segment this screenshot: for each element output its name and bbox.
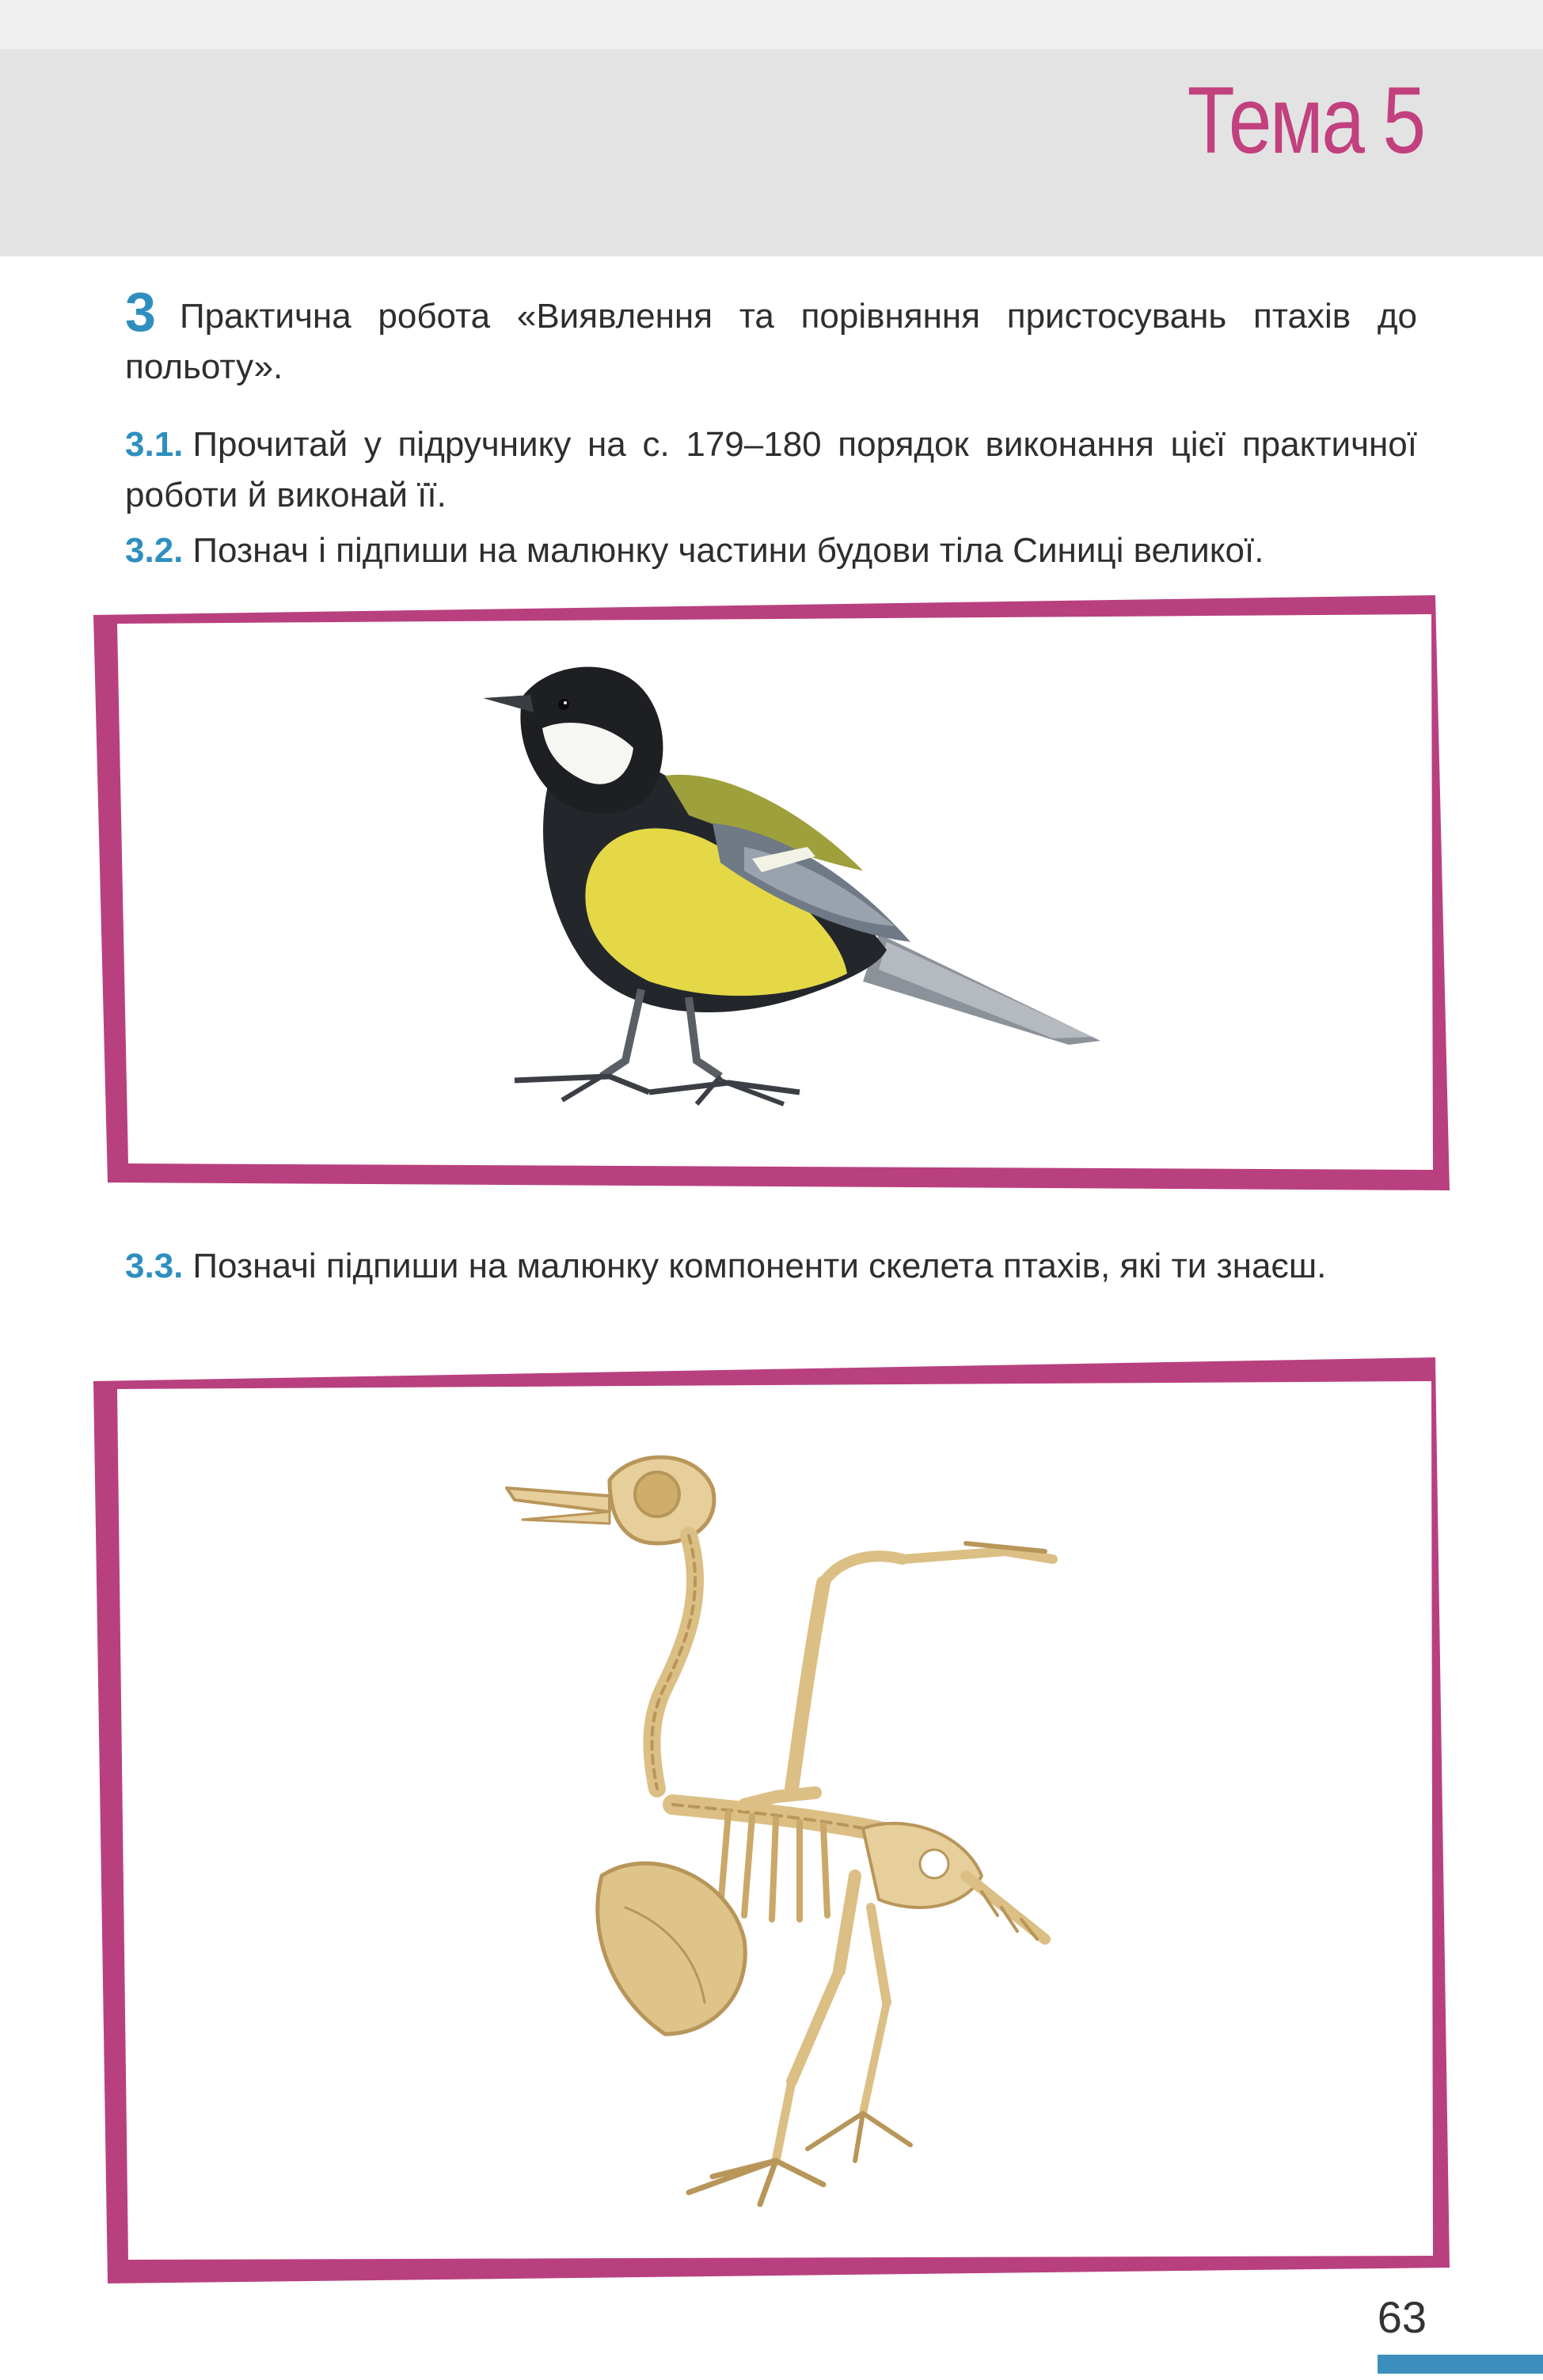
subtask-3-2: [125, 526, 1417, 576]
bird-skeleton-illustration: [491, 1433, 1061, 2228]
subtask-3-1: [125, 419, 1417, 521]
page-number: 63: [1377, 2292, 1427, 2342]
subtask-number: 3.1.: [125, 425, 184, 464]
subtask-text: Позначі підпиши на малюнку компоненти скелета птахів, які ти знаєш.: [192, 1247, 1327, 1285]
task-paragraph: [125, 281, 1417, 393]
great-tit-illustration: [467, 649, 1116, 1128]
task-number: 3: [125, 281, 156, 343]
page-bar: [1378, 2355, 1543, 2374]
subtask-text: Познач і підпиши на малюнку частини будови тіла Синиці великої.: [192, 531, 1264, 570]
top-strip: [0, 0, 1543, 49]
subtask-text: Прочитай у підручнику на с. 179–180 порядок виконання цієї практичної роботи й виконай її.: [125, 425, 1417, 514]
subtask-number: 3.3.: [125, 1247, 184, 1285]
topic-title: Тема 5: [1188, 67, 1424, 173]
subtask-3-3: [125, 1241, 1417, 1292]
task-text: Практична робота «Виявлення та порівняння пристосувань птахів до польоту».: [125, 297, 1417, 386]
subtask-number: 3.2.: [125, 531, 184, 570]
